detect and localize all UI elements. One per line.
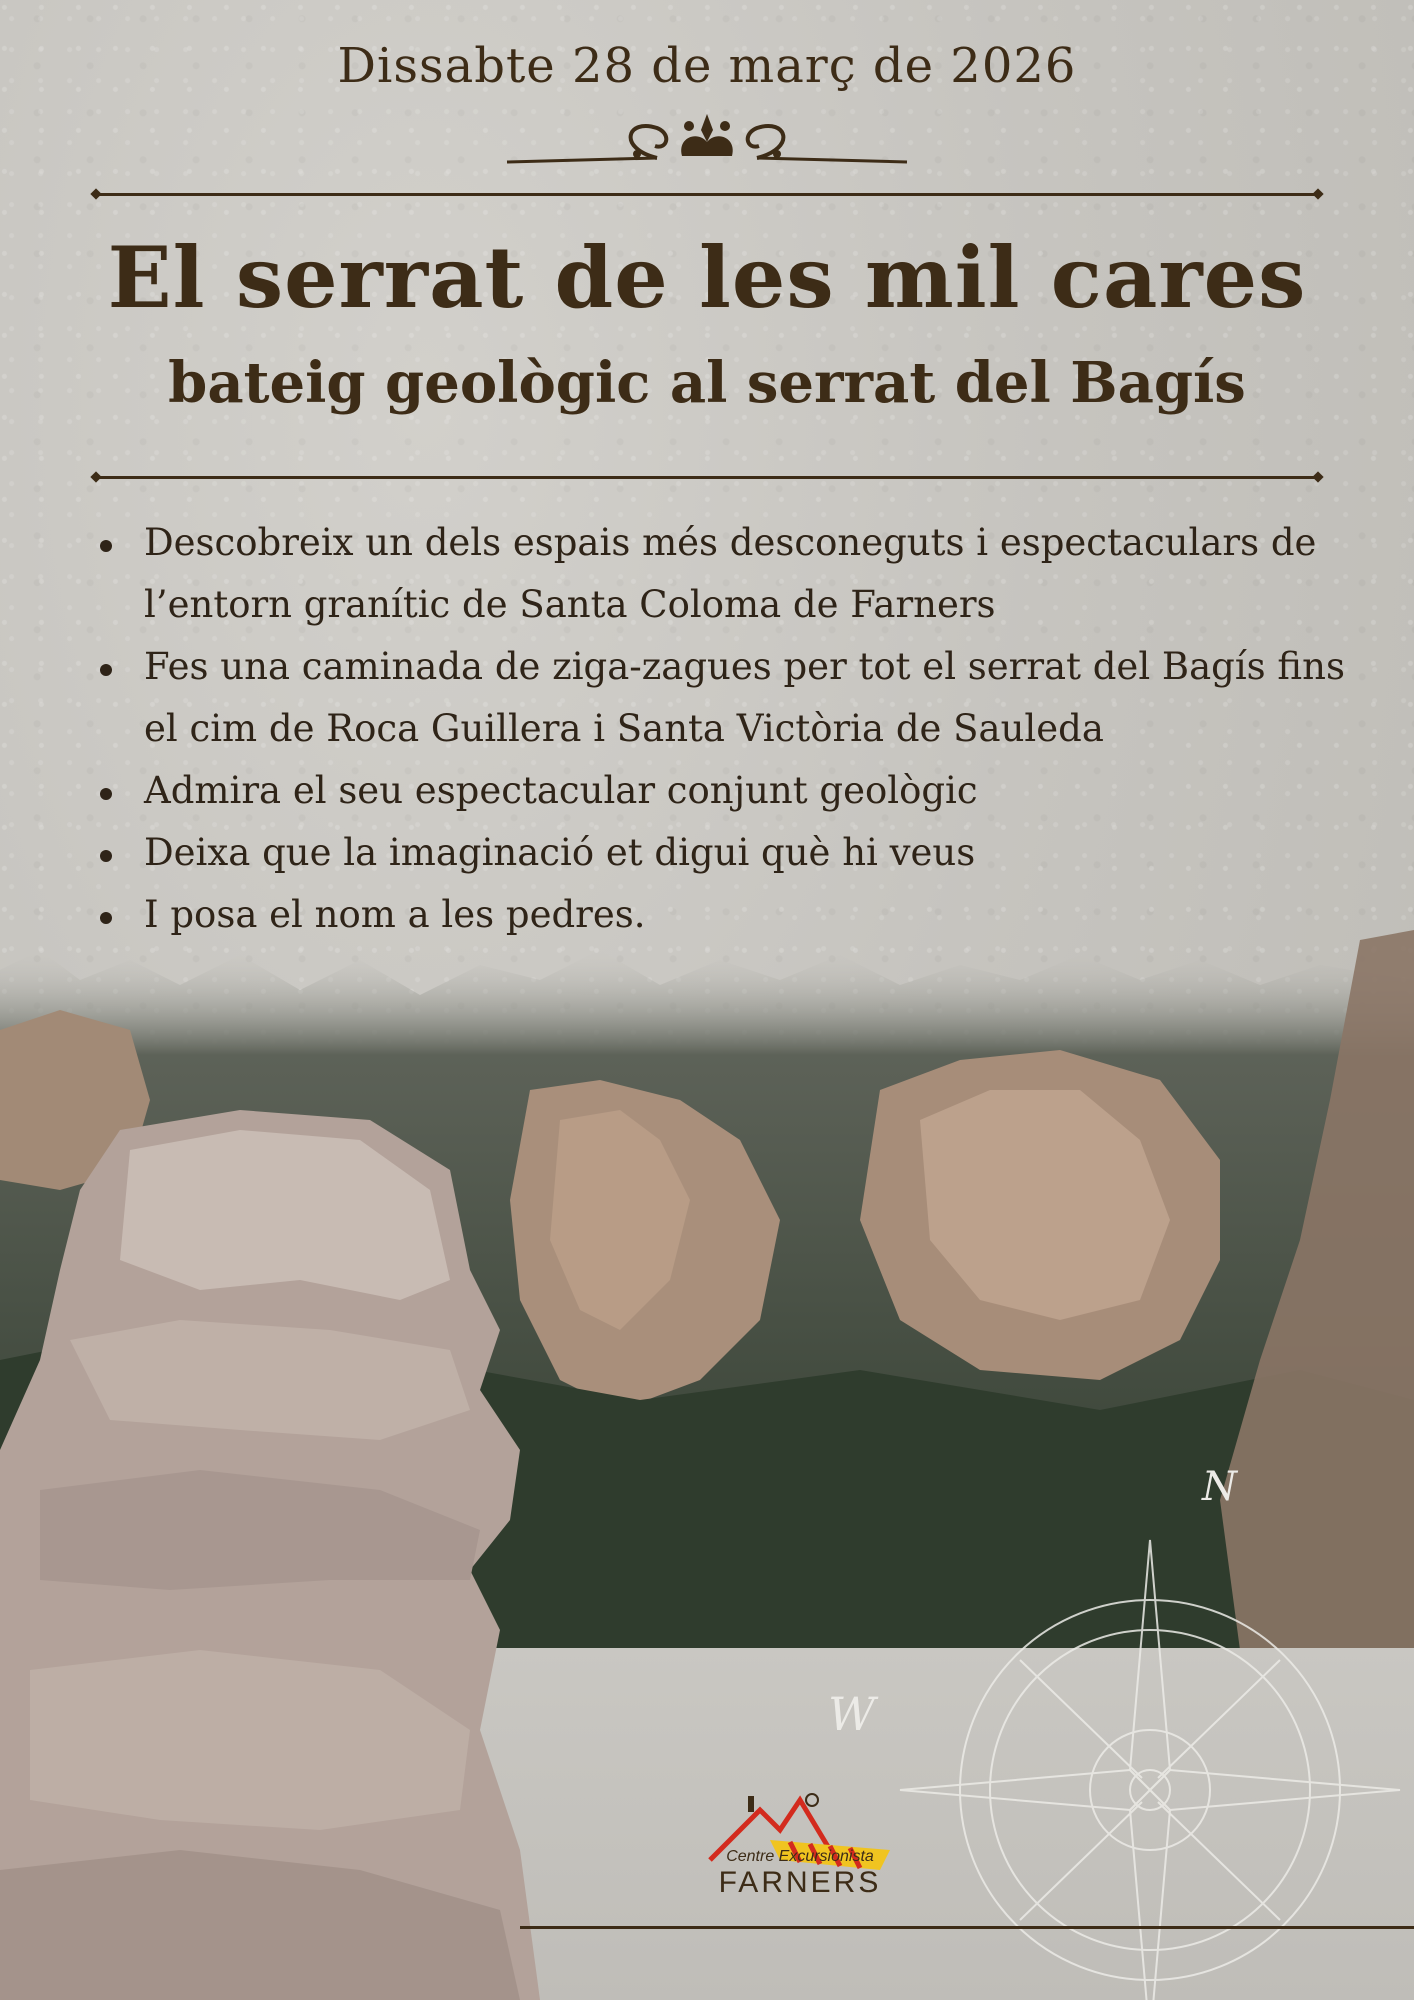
event-date: Dissabte 28 de març de 2026	[337, 38, 1077, 94]
ornament-divider-icon	[507, 108, 907, 172]
top-rule	[96, 193, 1318, 196]
subtitle: bateig geològic al serrat del Bagís	[168, 350, 1246, 416]
feature-list	[98, 512, 1348, 946]
compass-north-label: N	[1202, 1464, 1237, 1510]
logo-name: FARNERS	[718, 1866, 882, 1899]
main-title: El serrat de les mil cares	[107, 228, 1307, 327]
list-item: Descobreix un dels espais més desconeguts i espectaculars de l’entorn granític de Santa Coloma de Farners	[98, 512, 1348, 636]
face-rock-photo	[0, 1110, 560, 2000]
list-item: Deixa que la imaginació et digui què hi veus	[98, 822, 1348, 884]
middle-rule	[96, 476, 1318, 479]
list-item: Admira el seu espectacular conjunt geològic	[98, 760, 1348, 822]
compass-rose-icon	[828, 1460, 1400, 2000]
bottom-rule	[520, 1926, 1414, 1929]
list-item: I posa el nom a les pedres.	[98, 884, 1348, 946]
compass-west-label: W	[828, 1687, 876, 1741]
logo-subtitle: Centre Excursionista	[726, 1848, 874, 1865]
list-item: Fes una caminada de ziga-zagues per tot el serrat del Bagís fins el cim de Roca Guillera i Santa Victòria de Sauleda	[98, 636, 1348, 760]
